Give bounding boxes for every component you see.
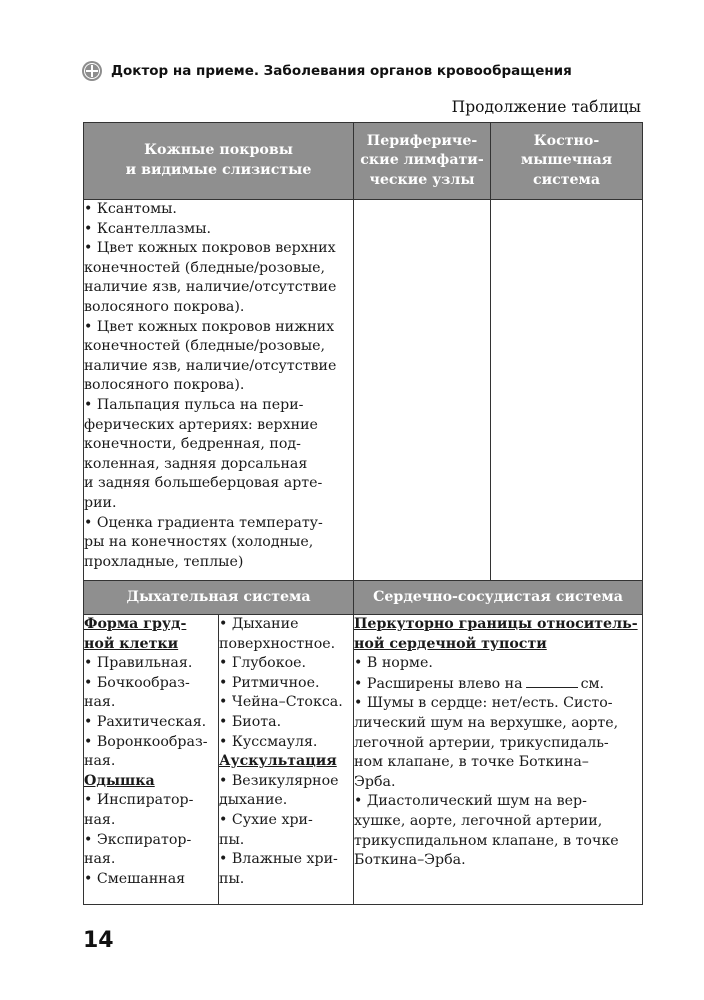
header-musculoskeletal: Костно- мышечная система — [491, 123, 643, 200]
dyspnea-heading: Одышка — [84, 772, 155, 789]
examination-table — [83, 122, 643, 905]
fill-in-blank — [526, 674, 578, 688]
percussion-heading: Перкуторно границы относитель- — [354, 616, 638, 632]
header-lymph-nodes: Перифериче- ские лимфати- ческие узлы — [354, 123, 491, 200]
header-skin: Кожные покровы и видимые слизистые — [84, 123, 354, 200]
musculoskeletal-cell — [491, 200, 643, 581]
table-continuation-label: Продолжение таблицы — [451, 98, 641, 116]
chest-shape-heading: Форма груд- — [84, 616, 187, 632]
respiratory-left-cell: Форма груд- ной клетки • Правильная. • Бочкообраз- ная. • Рахитическая. • Воронкообраз- ная. Одышка • Инспиратор- ная. • Экспиратор- ная. • Смешанная — [84, 615, 219, 905]
auscultation-heading: Аускультация — [219, 753, 337, 770]
respiratory-right-cell: • Дыхание поверхностное. • Глубокое. • Ритмичное. • Чейна–Стокса. • Биота. • Куссмауля. Аускультация • Везикулярное дыхание. • Сухие хри- пы. • Влажные хри- пы. — [219, 615, 354, 905]
lymph-nodes-cell — [354, 200, 491, 581]
heart-shift-item: • Расширены влево на см. — [354, 675, 605, 692]
header-respiratory: Дыхательная система — [84, 581, 354, 615]
header-cardiovascular: Сердечно-сосудистая система — [354, 581, 643, 615]
running-header — [82, 58, 572, 84]
running-header-title: Доктор на приеме. Заболевания органов кровообращения — [111, 63, 572, 79]
page-number: 14 — [83, 928, 114, 953]
plus-circle-icon — [82, 61, 102, 81]
skin-cell: • Ксантомы. • Ксантеллазмы. • Цвет кожных покровов верхних конечностей (бледные/розовые, наличие язв, наличие/отсутствие волосяного покрова). • Цвет кожных покровов нижних конечностей (бледные/розовые, наличие язв, наличие/отсутствие волосяного покрова). • Пальпация пульса на пери- ферических артериях: верхние конечности, бедренная, под- коленная, задняя дорсальная и задняя большеберцовая арте- рии. • Оценка градиента температу- ры на конечностях (холодные, прохладные, теплые) — [84, 200, 354, 581]
cardiovascular-cell: Перкуторно границы относитель- ной сердечной тупости • В норме. • Расширены влево на см. • Шумы в сердце: нет/есть. Систо- лический шум на верхушке, аорте, легочной артерии, трикуспидаль- ном клапане, в точке Боткина– Эрба. • Диастолический шум на вер- хушке, аорте, легочной артерии, трикуспидальном клапане, в точке Боткина–Эрба. — [354, 615, 643, 905]
